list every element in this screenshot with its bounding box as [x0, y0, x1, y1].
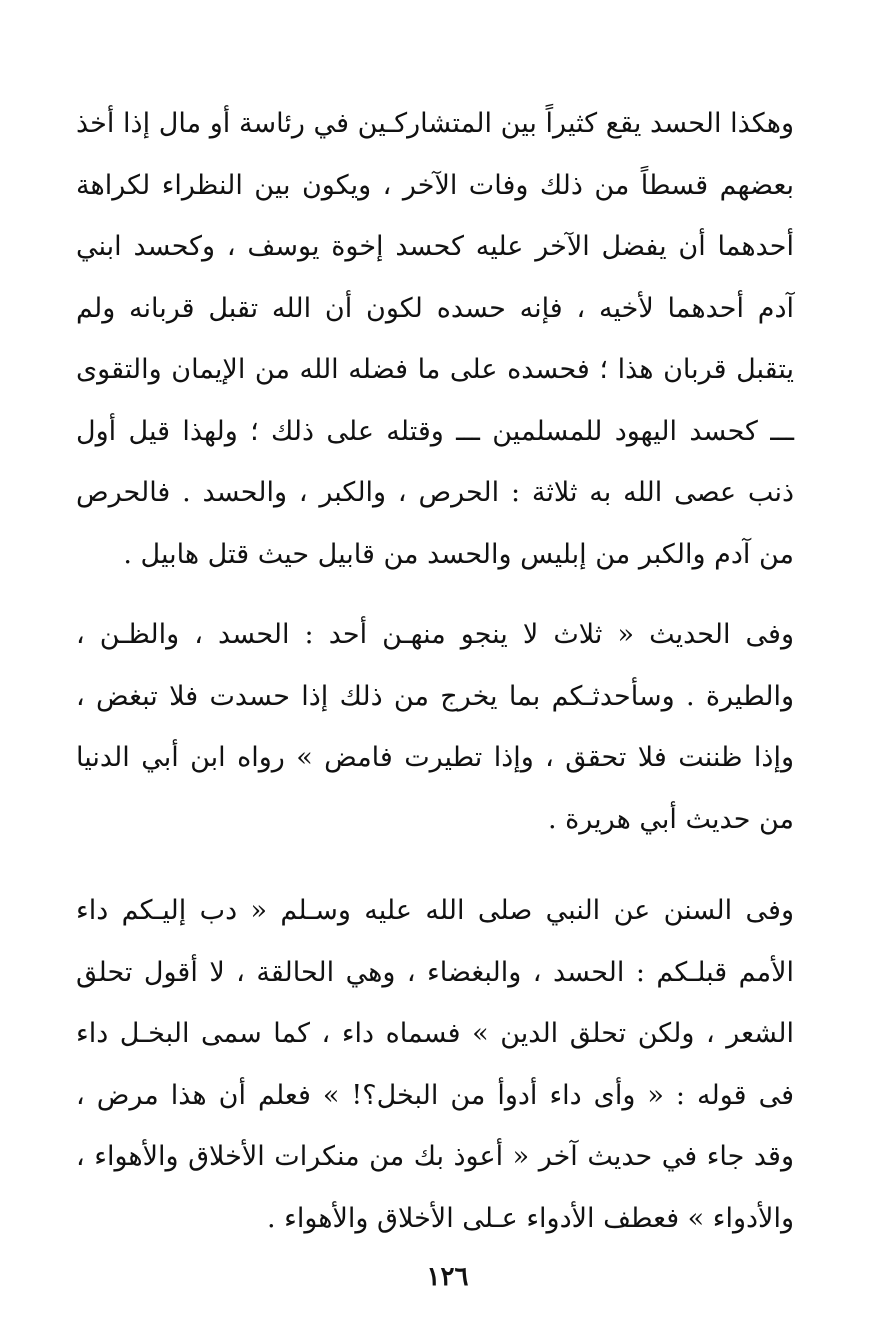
paragraph-hadith-three-things: وفى الحديث « ثلاث لا ينجو منهـن أحد : الحسد ، والظـن ، والطيرة . وسأحدثـكم بما يخرج من ذلك إذا حسدت فلا تبغض ، وإذا ظننت فلا تحقق ، وإذا تطيرت فامض » رواه ابن أبي الدنيا من حديث أبي هريرة . — [76, 619, 794, 835]
paragraph-hadith-disease-of-nations: وفى السنن عن النبي صلى الله عليه وسـلم « دب إليـكم داء الأمم قبلـكم : الحسد ، والبغضاء ، وهي الحالقة ، لا أقول تحلق الشعر ، ولكن تحلق الدين » فسماه داء ، كما سمى البخـل داء فى قوله : « وأى داء أدوأ من البخل؟! » فعلم أن هذا مرض ، وقد جاء في حديث آخر « أعوذ بك من منكرات الأخلاق والأهواء ، والأدواء » فعطف الأدواء عـلى الأخلاق والأهواء . — [76, 895, 794, 1234]
page-number: ١٢٦ — [426, 1262, 469, 1292]
paragraph-envy-among-partners: وهكذا الحسد يقع كثيراً بين المتشاركـين في رئاسة أو مال إذا أخذ بعضهم قسطاً من ذلك وفات الآخر ، ويكون بين النظراء لكراهة أحدهما أن يفضل الآخر عليه كحسد إخوة يوسف ، وكحسد ابني آدم أحدهما لأخيه ، فإنه حسده لكون أن الله تقبل قربانه ولم يتقبل قربان هذا ؛ فحسده على ما فضله الله من الإيمان والتقوى ـــ كحسد اليهود للمسلمين ـــ وقتله على ذلك ؛ ولهذا قيل أول ذنب عصى الله به ثلاثة : الحرص ، والكبر ، والحسد . فالحرص من آدم والكبر من إبليس والحسد من قابيل حيث قتل هابيل . — [76, 108, 795, 570]
